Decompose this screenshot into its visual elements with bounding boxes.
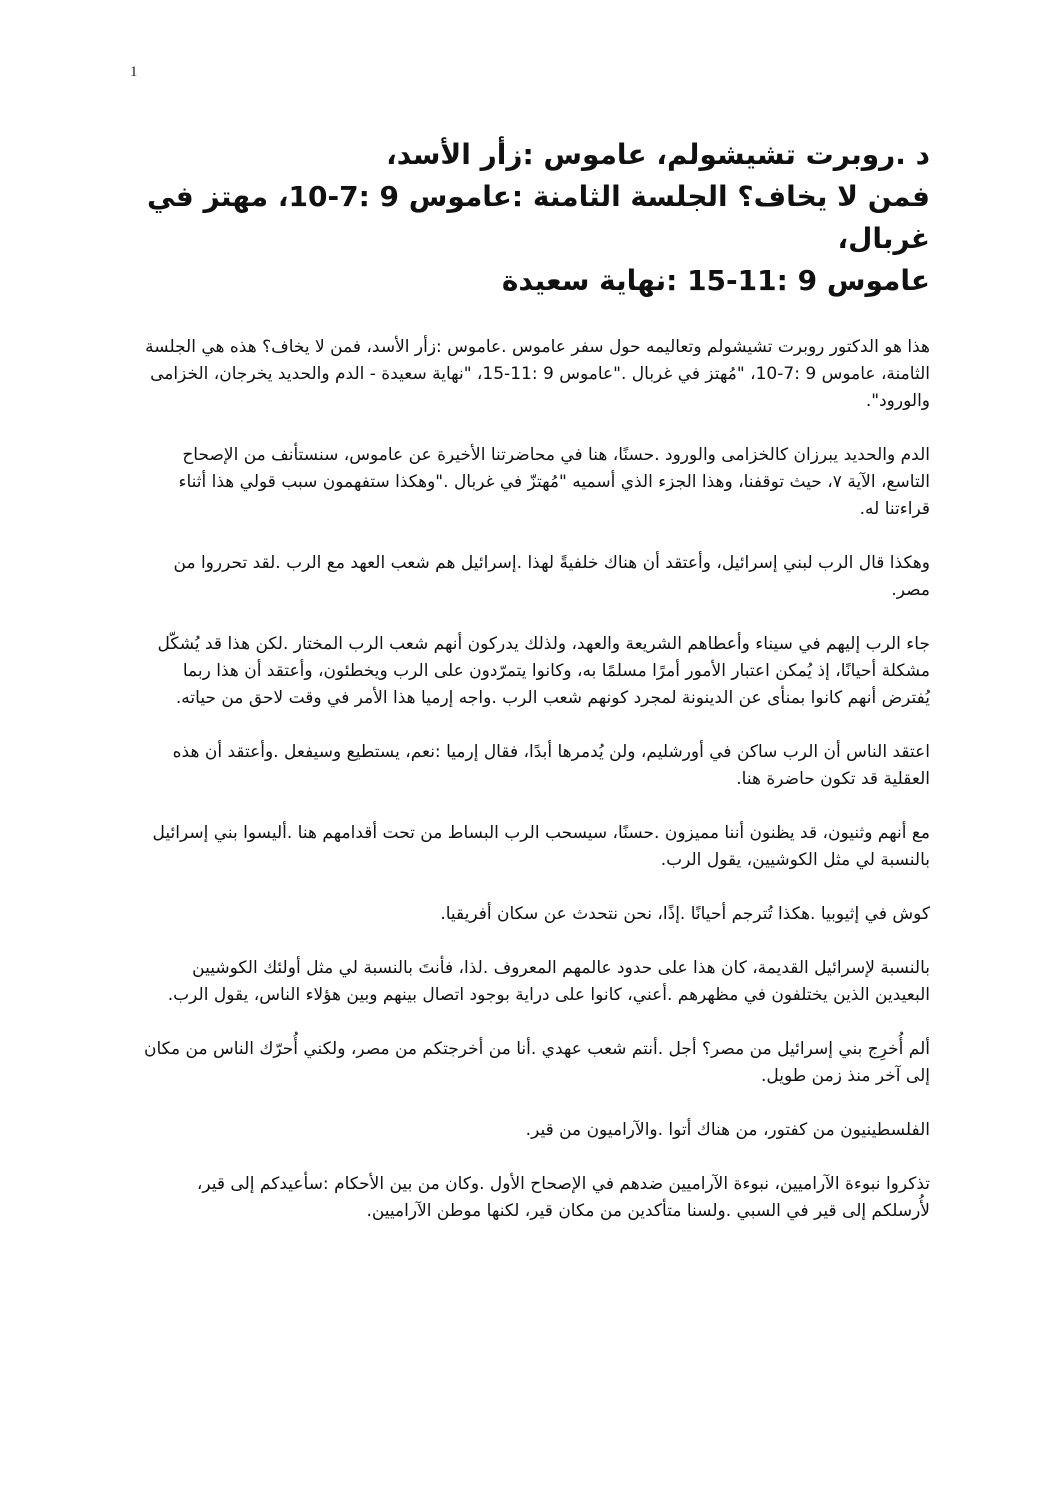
paragraph-4: جاء الرب إليهم في سيناء وأعطاهم الشريعة والعهد، ولذلك يدركون أنهم شعب الرب المختار .لكن هذا قد يُشكّل مشكلة أحيانًا، إذ يُمكن اعتبار الأمور أمرًا مسلمًا به، وكانوا يتمرّدون على الرب ويخطئون، وأعتقد أن هذا ربما يُفترض أنهم كانوا بمنأى عن الدينونة لمجرد كونهم شعب الرب .واجه إرميا هذا الأمر في وقت لاحق من حياته. [157,634,930,708]
paragraph-7: كوش في إثيوبيا .هكذا تُترجم أحيانًا .إذًا، نحن نتحدث عن سكان أفريقيا. [440,904,930,924]
title-line-2: فمن لا يخاف؟ الجلسة الثامنة :عاموس 9 :7-10، مهتز في [147,180,930,213]
paragraph-11: تذكروا نبوءة الآراميين، نبوءة الآراميين ضدهم في الإصحاح الأول .وكان من بين الأحكام :سأعيدكم إلى قير، لأُرسلكم إلى قير في السبي .ولسنا متأكدين من مكان قير، لكنها موطن الآراميين. [196,1174,930,1221]
paragraph-8: بالنسبة لإسرائيل القديمة، كان هذا على حدود عالمهم المعروف .لذا، فأنتَ بالنسبة لي مثل أولئك الكوشيين البعيدين الذين يختلفون في مظهرهم .أعني، كانوا على دراية بوجود اتصال بينهم وبين هؤلاء الناس، يقول الرب. [167,958,930,1005]
document-body [135,334,930,1252]
page-number: 1 [130,64,138,80]
paragraph-5: اعتقد الناس أن الرب ساكن في أورشليم، ولن يُدمرها أبدًا، فقال إرميا :نعم، يستطيع وسيفعل .وأعتقد أن هذه العقلية قد تكون حاضرة هنا. [172,742,930,789]
document-title [130,134,930,302]
paragraph-6: مع أنهم وثنيون، قد يظنون أننا مميزون .حسنًا، سيسحب الرب البساط من تحت أقدامهم هنا .أليسوا بني إسرائيل بالنسبة لي مثل الكوشيين، يقول الرب. [152,823,930,870]
paragraph-10: الفلسطينيون من كفتور، من هناك أتوا .والآراميون من قير. [525,1120,930,1140]
paragraph-9: ألم أُخرِج بني إسرائيل من مصر؟ أجل .أنتم شعب عهدي .أنا من أخرجتكم من مصر، ولكني أُحرّك الناس من مكان إلى آخر منذ زمن طويل. [143,1039,930,1086]
paragraph-1: هذا هو الدكتور روبرت تشيشولم وتعاليمه حول سفر عاموس .عاموس :زأر الأسد، فمن لا يخاف؟ هذه هي الجلسة الثامنة، عاموس 9 :7-10، "مُهتز في غربال ."عاموس 9 :11-15، "نهاية سعيدة - الدم والحديد يخرجان، الخزامى والورود". [145,337,930,411]
paragraph-2: الدم والحديد يبرزان كالخزامى والورود .حسنًا، هنا في محاضرتنا الأخيرة عن عاموس، سنستأنف من الإصحاح التاسع، الآية ٧، حيث توقفنا، وهذا الجزء الذي أسميه "مُهتزّ في غربال ."وهكذا ستفهمون سبب قولي هذا أثناء قراءتنا له. [178,445,930,519]
title-line-4: عاموس 9 :11-15 :نهاية سعيدة [501,264,930,297]
title-line-3: غربال، [837,222,930,255]
title-line-1: د .روبرت تشيشولم، عاموس :زأر الأسد، [386,138,930,171]
paragraph-3: وهكذا قال الرب لبني إسرائيل، وأعتقد أن هناك خلفيةً لهذا .إسرائيل هم شعب العهد مع الرب .لقد تحرروا من مصر. [173,553,930,600]
